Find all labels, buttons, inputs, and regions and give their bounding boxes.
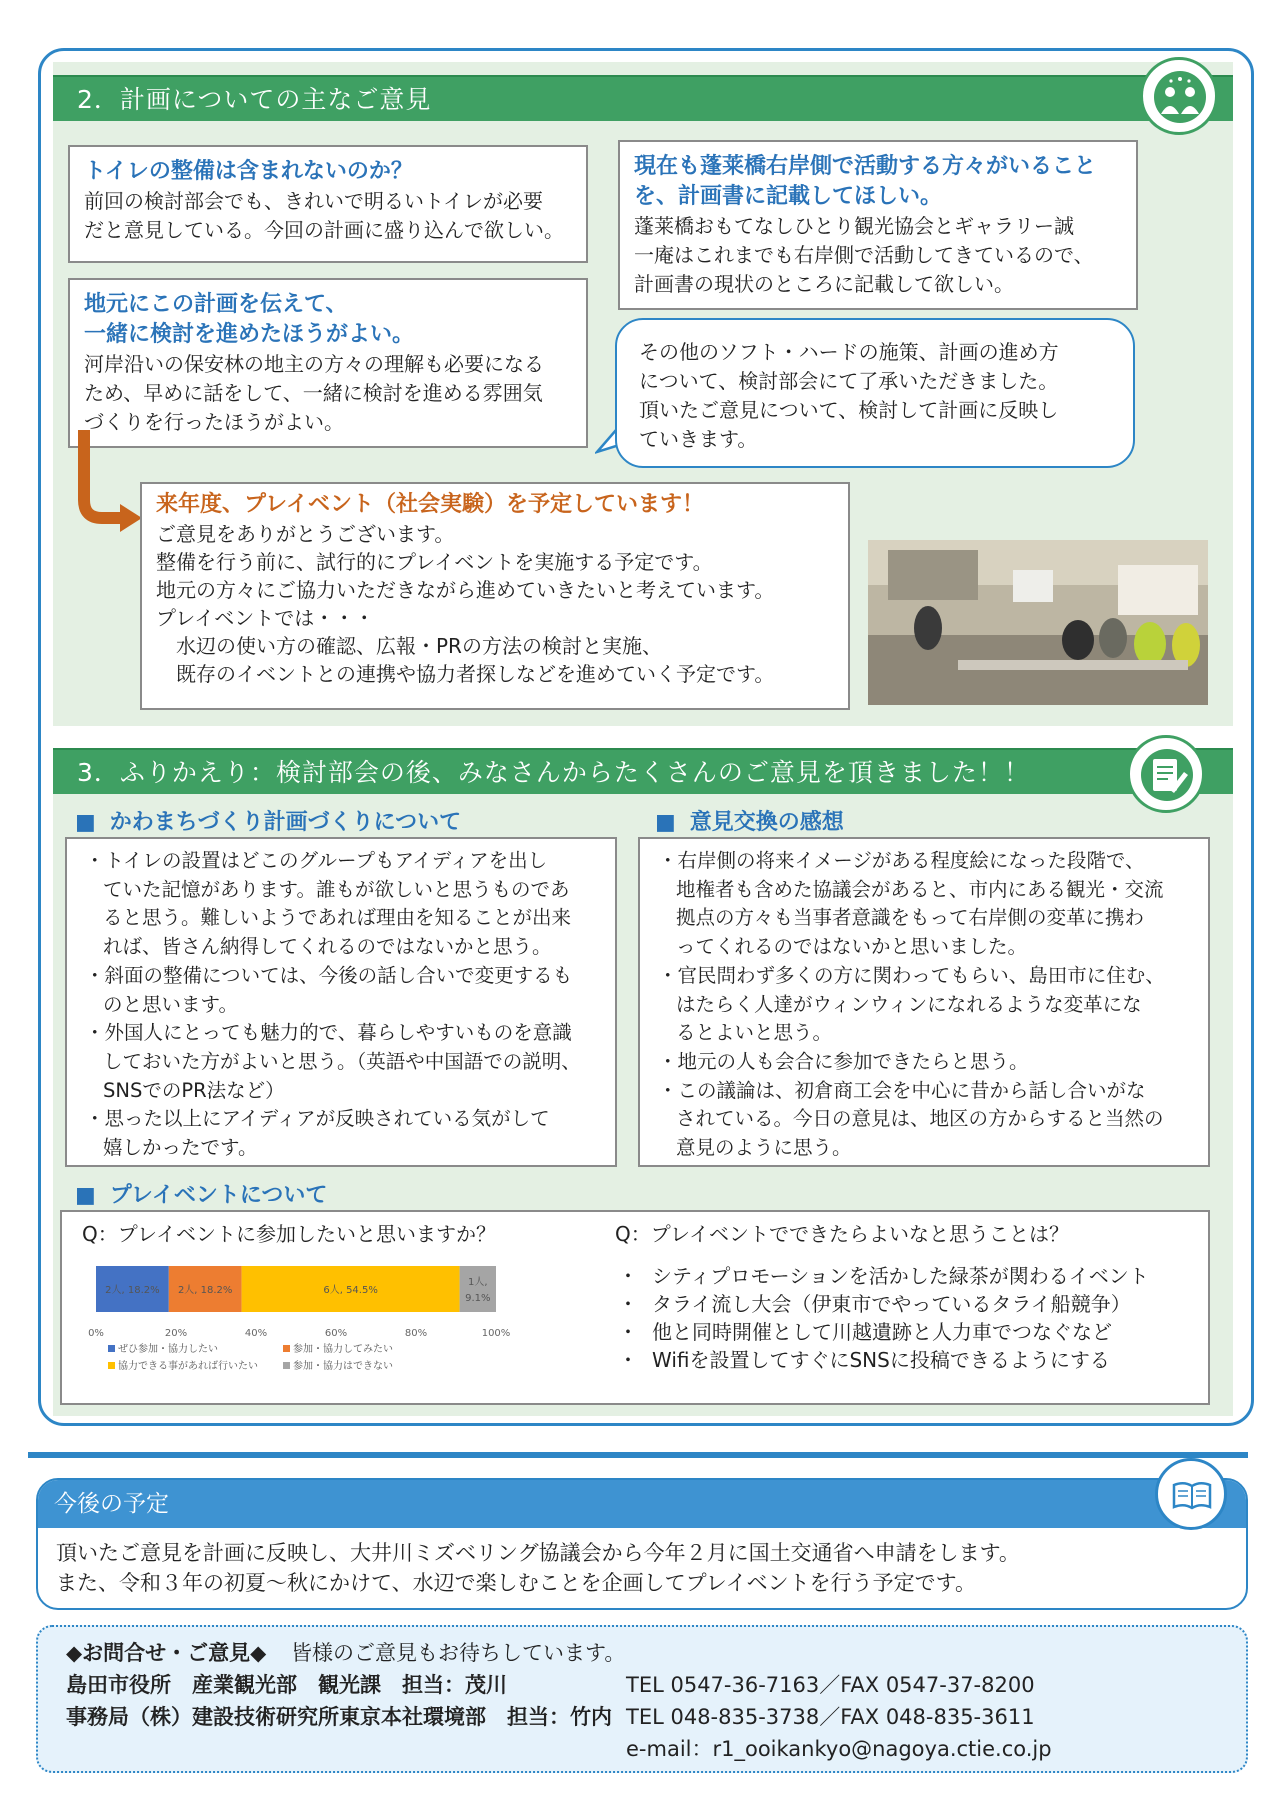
subheading-text: かわまちづくり計画づくりについて xyxy=(109,810,462,835)
x-tick-label: 20% xyxy=(164,1328,188,1339)
bullet: ・ xyxy=(618,1348,638,1372)
poll-question-1: Q：プレイベントに参加したいと思いますか？ xyxy=(82,1222,496,1246)
list-item: ・外国人にとっても魅力的で、暮らしやすいものを意識 しておいた方がよいと思う。（英語や中国語での説明、 SNSでのPR法など） xyxy=(85,1021,581,1102)
opinion-box-local xyxy=(68,278,588,448)
square-bullet-icon: ■ xyxy=(75,810,96,835)
bar-label-2: 2人, 18.2% xyxy=(177,1285,233,1296)
x-tick-label: 80% xyxy=(404,1328,428,1339)
bar-segment-4 xyxy=(460,1266,496,1312)
legend-label-2: 参加・協力してみたい xyxy=(293,1344,393,1355)
opinion-title-line2: を、計画書に記載してほしい。 xyxy=(634,184,943,209)
legend-swatch-2 xyxy=(283,1345,290,1352)
people-discussion-icon xyxy=(1140,57,1218,135)
section3-header: 3．ふりかえり：検討部会の後、みなさんからたくさんのご意見を頂きました！！ xyxy=(53,748,1233,794)
contact-tel-office: TEL 048-835-3738／FAX 048-835-3611 xyxy=(626,1705,1035,1729)
x-tick-label: 0% xyxy=(88,1328,104,1339)
legend-label-1: ぜひ参加・協力したい xyxy=(118,1344,218,1355)
response-bubble: その他のソフト・ハードの施策、計画の進め方 について、検討部会にて了承いただきました。 頂いたご意見について、検討して計画に反映し ていきます。 xyxy=(615,318,1135,468)
list-item: ・官民問わず多くの方に関わってもらい、島田市に住む、 はたらく人達がウィンウィンになれるような変革にな るとよいと思う。 xyxy=(658,963,1165,1045)
idea-text: シティプロモーションを活かした緑茶が関わるイベント xyxy=(652,1264,1149,1288)
legend-label-4: 参加・協力はできない xyxy=(293,1361,393,1372)
bullet: ・ xyxy=(618,1320,638,1344)
plan-title: 来年度、プレイベント（社会実験）を予定しています！ xyxy=(156,492,705,517)
list-item: ・思った以上にアイディアが反映されている気がして 嬉しかったです。 xyxy=(85,1107,550,1160)
subheading-impressions xyxy=(655,805,844,836)
x-tick-label: 60% xyxy=(324,1328,348,1339)
list-item: ・トイレの設置はどこのグループもアイディアを出し ていた記憶があります。誰もが欲しいと思うものであ ると思う。難しいようであれば理由を知ることが出来 れば、皆さん納得してくれるのではないかと思う。 xyxy=(85,849,572,959)
idea-item xyxy=(618,1290,1149,1318)
pre-event-ideas-list xyxy=(618,1262,1149,1374)
subheading-plan xyxy=(75,805,461,836)
legend-label-3: 協力できる事があれば行いたい xyxy=(118,1361,258,1372)
contact-org-office: 事務局（株）建設技術研究所東京本社環境部 担当：竹内 xyxy=(66,1705,612,1729)
plan-comments-list xyxy=(65,837,617,1167)
poll-question-2: Q：プレイベントでできたらよいなと思うことは？ xyxy=(615,1222,1069,1246)
section2-header: 2．計画についての主なご意見 xyxy=(53,75,1233,121)
divider xyxy=(28,1452,1248,1458)
opinion-title-line2: 一緒に検討を進めたほうがよい。 xyxy=(84,322,415,347)
square-bullet-icon: ■ xyxy=(75,1183,96,1208)
list-item: ・この議論は、初倉商工会を中心に昔から話し合いがな されている。今日の意見は、地区の方からすると当然の 意見のように思う。 xyxy=(658,1078,1164,1160)
opinion-box-right-bank xyxy=(618,140,1138,310)
bar-label-3: 6人, 54.5% xyxy=(323,1285,378,1296)
contact-email[interactable]: e-mail：r1_ooikankyo@nagoya.ctie.co.jp xyxy=(626,1737,1052,1761)
subheading-text: 意見交換の感想 xyxy=(689,810,844,835)
idea-item xyxy=(618,1262,1149,1290)
legend-swatch-3 xyxy=(108,1362,115,1369)
subheading-pre-event xyxy=(75,1178,327,1209)
idea-text: 他と同時開催として川越遺跡と人力車でつなぐなど xyxy=(652,1320,1112,1344)
x-tick-label: 100% xyxy=(481,1328,511,1339)
subheading-text: プレイベントについて xyxy=(109,1183,328,1208)
bar-label-4-a: 1人, xyxy=(468,1277,488,1288)
bar-label-1: 2人, 18.2% xyxy=(105,1285,160,1296)
idea-text: タライ流し大会（伊東市でやっているタライ船競争） xyxy=(652,1292,1131,1316)
legend-swatch-1 xyxy=(108,1345,115,1352)
schedule-line: 頂いたご意見を計画に反映し、大井川ミズベリング協議会から今年２月に国土交通省へ申請をします。 xyxy=(56,1541,1020,1565)
plan-body: ご意見をありがとうございます。 整備を行う前に、試行的にプレイベントを実施する予定です。 地元の方々にご協力いただきながら進めていきたいと考えています。 プレイベントでは・・・ 水辺の使い方の確認、広報・PRの方法の検討と実施、 既存のイベントとの連携や協力者探しなどを進めていく予定です。 xyxy=(156,522,775,686)
contact-heading-label: ◆お問合せ・ご意見◆ xyxy=(66,1641,267,1665)
opinion-body: 前回の検討部会でも、きれいで明るいトイレが必要 だと意見している。今回の計画に盛り込んで欲しい。 xyxy=(84,189,564,242)
opinion-title: トイレの整備は含まれないのか？ xyxy=(84,159,413,184)
bullet: ・ xyxy=(618,1264,638,1288)
opinion-title-line1: 現在も蓬莱橋右岸側で活動する方々がいること xyxy=(634,154,1097,179)
opinion-body: 河岸沿いの保安林の地主の方々の理解も必要になる ため、早めに話をして、一緒に検討を進める雰囲気 づくりを行ったほうがよい。 xyxy=(84,352,544,434)
opinion-body: 蓬莱橋おもてなしひとり観光協会とギャラリー誠 一庵はこれまでも右岸側で活動してきているので、 計画書の現状のところに記載して欲しい。 xyxy=(634,214,1094,296)
poll-chart xyxy=(80,1254,580,1394)
schedule-panel xyxy=(36,1478,1248,1610)
legend-swatch-4 xyxy=(283,1362,290,1369)
pre-event-plan-box xyxy=(140,482,850,710)
idea-item xyxy=(618,1346,1149,1374)
open-book-icon xyxy=(1155,1458,1227,1530)
list-item: ・地元の人も会合に参加できたらと思う。 xyxy=(658,1049,1029,1073)
list-item: ・斜面の整備については、今後の話し合いで変更するも のと思います。 xyxy=(85,963,573,1016)
opinion-title-line1: 地元にこの計画を伝えて、 xyxy=(84,292,348,317)
idea-text: Wifiを設置してすぐにSNSに投稿できるようにする xyxy=(652,1348,1110,1372)
bar-label-4-b: 9.1% xyxy=(465,1293,491,1304)
contact-heading-note: 皆様のご意見もお待ちしています。 xyxy=(291,1641,626,1665)
contact-heading xyxy=(66,1637,625,1667)
schedule-body xyxy=(38,1528,1246,1608)
contact-org-city: 島田市役所 産業観光部 観光課 担当：茂川 xyxy=(66,1673,507,1697)
idea-item xyxy=(618,1318,1149,1346)
impressions-list xyxy=(638,837,1210,1167)
bullet: ・ xyxy=(618,1292,638,1316)
list-item: ・右岸側の将来イメージがある程度絵になった段階で、 地権者も含めた協議会があると、市内にある観光・交流 拠点の方々も当事者意識をもって右岸側の変革に携わ ってくれるのではないかと思いました。 xyxy=(658,849,1164,959)
clipboard-pencil-icon xyxy=(1127,735,1205,813)
meeting-photo xyxy=(868,540,1208,705)
x-tick-label: 40% xyxy=(244,1328,268,1339)
contact-tel-city: TEL 0547-36-7163／FAX 0547-37-8200 xyxy=(626,1673,1035,1697)
schedule-header: 今後の予定 xyxy=(38,1480,1246,1528)
square-bullet-icon: ■ xyxy=(655,810,676,835)
opinion-box-toilet xyxy=(68,145,588,263)
schedule-line: また、令和３年の初夏～秋にかけて、水辺で楽しむことを企画してプレイベントを行う予定です。 xyxy=(56,1571,977,1595)
contact-panel xyxy=(36,1625,1248,1773)
